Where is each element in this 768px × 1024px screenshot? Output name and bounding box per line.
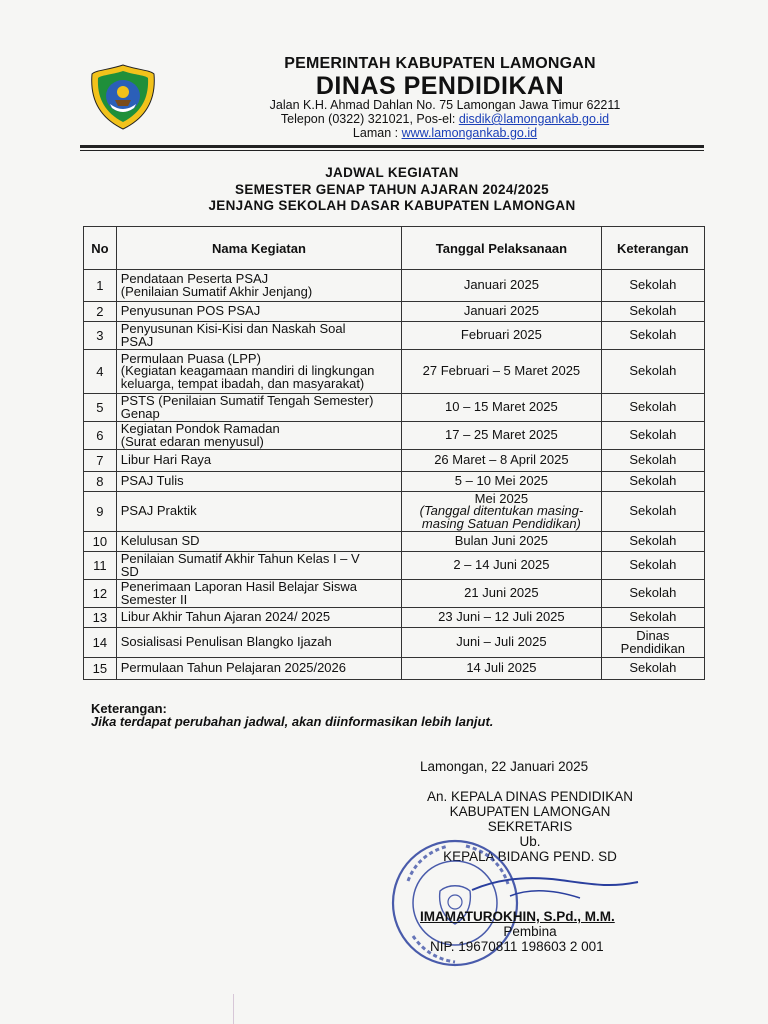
header-activity: Nama Kegiatan — [116, 227, 401, 270]
web-label: Laman : — [352, 126, 402, 140]
cell-no: 8 — [84, 472, 117, 492]
cell-activity-line: Libur Akhir Tahun Ajaran 2024/ 2025 — [120, 609, 331, 625]
table-row — [84, 658, 705, 680]
cell-no: 15 — [84, 658, 117, 680]
cell-activity-line: PSAJ Praktik — [120, 503, 197, 519]
cell-activity — [116, 552, 401, 580]
email-link[interactable]: disdik@lamongankab.go.id — [458, 112, 610, 126]
cell-remarks — [601, 658, 704, 680]
table-row — [84, 608, 705, 628]
cell-remarks-line: Sekolah — [629, 303, 677, 319]
signatory-nip: NIP. 19670811 198603 2 001 — [430, 939, 604, 954]
table-row — [84, 270, 705, 302]
cell-no: 2 — [84, 302, 117, 322]
table-row — [84, 552, 705, 580]
doc-title-line2: SEMESTER GENAP TAHUN AJARAN 2024/2025 — [235, 182, 549, 197]
letterhead-divider-thick — [80, 145, 704, 148]
cell-date-line: 14 Juli 2025 — [466, 660, 537, 676]
header-date: Tanggal Pelaksanaan — [402, 227, 601, 270]
cell-activity — [116, 532, 401, 552]
phone-text: Telepon (0322) 321021, Pos-el: — [280, 112, 459, 126]
table-row — [84, 350, 705, 394]
cell-remarks — [601, 492, 704, 532]
cell-activity — [116, 628, 401, 658]
cell-remarks-line: Pendidikan — [620, 640, 685, 656]
cell-activity-line: PSAJ — [120, 333, 154, 349]
cell-date — [402, 322, 601, 350]
cell-activity-line: Penyusunan POS PSAJ — [120, 303, 261, 319]
cell-date-line: 27 Februari – 5 Maret 2025 — [422, 363, 581, 379]
cell-activity — [116, 422, 401, 450]
cell-date — [402, 472, 601, 492]
table-row — [84, 394, 705, 422]
cell-no: 6 — [84, 422, 117, 450]
cell-date — [402, 394, 601, 422]
cell-activity-line: PSAJ Tulis — [120, 473, 184, 489]
scan-margin-mark — [233, 994, 234, 1024]
cell-activity-line: Sosialisasi Penulisan Blangko Ijazah — [120, 634, 332, 650]
letterhead-divider-thin — [80, 150, 704, 151]
table-row — [84, 628, 705, 658]
header-remarks: Keterangan — [601, 227, 704, 270]
schedule-table — [83, 226, 705, 680]
cell-date — [402, 580, 601, 608]
cell-remarks — [601, 394, 704, 422]
cell-activity — [116, 608, 401, 628]
cell-activity — [116, 658, 401, 680]
kabupaten-lamongan-emblem-icon — [88, 62, 158, 132]
cell-activity — [116, 270, 401, 302]
signature-place-date: Lamongan, 22 Januari 2025 — [420, 759, 589, 774]
cell-date-line: 17 – 25 Maret 2025 — [445, 427, 558, 443]
cell-no: 14 — [84, 628, 117, 658]
cell-remarks — [601, 270, 704, 302]
letterhead-department: DINAS PENDIDIKAN — [315, 72, 565, 100]
cell-remarks — [601, 532, 704, 552]
cell-date — [402, 532, 601, 552]
schedule-table-body — [84, 270, 705, 680]
cell-no: 10 — [84, 532, 117, 552]
cell-date-line: 5 – 10 Mei 2025 — [454, 473, 549, 489]
cell-activity-line: Semester II — [120, 591, 188, 607]
cell-remarks-line: Sekolah — [629, 363, 677, 379]
cell-remarks — [601, 552, 704, 580]
cell-date — [402, 450, 601, 472]
cell-activity — [116, 302, 401, 322]
cell-remarks-line: Sekolah — [629, 585, 677, 601]
letterhead-address: Jalan K.H. Ahmad Dahlan No. 75 Lamongan Jawa Timur 62211 — [269, 98, 621, 112]
letterhead-phone-line — [205, 112, 685, 126]
table-row — [84, 492, 705, 532]
note-text: Jika terdapat perubahan jadwal, akan diinformasikan lebih lanjut. — [91, 714, 494, 729]
cell-remarks — [601, 628, 704, 658]
cell-activity-line: Permulaan Tahun Pelajaran 2025/2026 — [120, 660, 346, 676]
cell-activity-line: Penilaian Sumatif Akhir Tahun Kelas I – V — [120, 551, 360, 566]
cell-remarks-line: Sekolah — [629, 327, 677, 343]
table-row — [84, 302, 705, 322]
cell-remarks — [601, 322, 704, 350]
cell-activity — [116, 394, 401, 422]
signature-line5: KEPALA BIDANG PEND. SD — [443, 849, 617, 864]
table-row — [84, 532, 705, 552]
cell-date-line: 26 Maret – 8 April 2025 — [434, 452, 569, 468]
cell-activity — [116, 350, 401, 394]
cell-remarks-line: Sekolah — [629, 399, 677, 415]
signatory-rank: Pembina — [503, 924, 557, 939]
cell-no: 11 — [84, 552, 117, 580]
signature-line1: An. KEPALA DINAS PENDIDIKAN — [426, 789, 634, 804]
cell-remarks — [601, 580, 704, 608]
cell-remarks — [601, 472, 704, 492]
cell-remarks — [601, 450, 704, 472]
header-no: No — [84, 227, 117, 270]
cell-remarks-line: Sekolah — [629, 427, 677, 443]
cell-no: 1 — [84, 270, 117, 302]
cell-remarks-line: Sekolah — [629, 609, 677, 625]
cell-no: 13 — [84, 608, 117, 628]
cell-activity-line: SD — [120, 563, 139, 579]
cell-remarks-line: Sekolah — [629, 277, 677, 293]
cell-remarks-line: Sekolah — [629, 533, 677, 549]
cell-activity — [116, 322, 401, 350]
signature-line2: KABUPATEN LAMONGAN — [449, 804, 611, 819]
letterhead-government: PEMERINTAH KABUPATEN LAMONGAN — [284, 55, 596, 72]
cell-date-line: masing Satuan Pendidikan) — [421, 515, 581, 531]
cell-no: 9 — [84, 492, 117, 532]
cell-date — [402, 302, 601, 322]
cell-activity — [116, 450, 401, 472]
cell-remarks-line: Sekolah — [629, 557, 677, 573]
cell-date — [402, 270, 601, 302]
cell-date — [402, 658, 601, 680]
cell-date — [402, 628, 601, 658]
cell-activity-line: Kegiatan Pondok Ramadan — [120, 421, 280, 436]
table-row — [84, 422, 705, 450]
cell-remarks — [601, 302, 704, 322]
cell-remarks-line: Dinas — [636, 628, 670, 643]
cell-activity — [116, 472, 401, 492]
cell-no: 4 — [84, 350, 117, 394]
cell-activity-line: (Penilaian Sumatif Akhir Jenjang) — [120, 283, 313, 299]
cell-no: 3 — [84, 322, 117, 350]
cell-activity-line: Pendataan Peserta PSAJ — [120, 271, 269, 286]
cell-activity-line: PSTS (Penilaian Sumatif Tengah Semester) — [120, 393, 374, 408]
cell-date — [402, 608, 601, 628]
cell-activity-line: Penyusunan Kisi-Kisi dan Naskah Soal — [120, 321, 346, 336]
cell-activity-line: (Kegiatan keagamaan mandiri di lingkungan — [120, 363, 375, 379]
cell-remarks-line: Sekolah — [629, 503, 677, 519]
signatory-name: IMAMATUROKHIN, S.Pd., M.M. — [420, 909, 615, 924]
cell-activity — [116, 580, 401, 608]
cell-activity-line: Kelulusan SD — [120, 533, 200, 549]
cell-date — [402, 350, 601, 394]
doc-title-line3: JENJANG SEKOLAH DASAR KABUPATEN LAMONGAN — [208, 198, 576, 213]
cell-date-line: Juni – Juli 2025 — [456, 634, 547, 650]
cell-remarks-line: Sekolah — [629, 452, 677, 468]
signature-line4: Ub. — [519, 834, 541, 849]
table-row — [84, 322, 705, 350]
cell-date — [402, 552, 601, 580]
cell-remarks-line: Sekolah — [629, 660, 677, 676]
cell-remarks — [601, 608, 704, 628]
cell-remarks-line: Sekolah — [629, 473, 677, 489]
note-heading: Keterangan: — [91, 701, 167, 716]
table-row — [84, 450, 705, 472]
cell-no: 7 — [84, 450, 117, 472]
cell-date-line: 10 – 15 Maret 2025 — [445, 399, 558, 415]
table-row — [84, 580, 705, 608]
cell-activity-line: Libur Hari Raya — [120, 452, 212, 468]
cell-activity-line: Genap — [120, 405, 160, 421]
cell-date-line: Mei 2025 — [474, 490, 529, 506]
cell-activity-line: Penerimaan Laporan Hasil Belajar Siswa — [120, 579, 358, 594]
cell-date-line: 2 – 14 Juni 2025 — [453, 557, 550, 573]
cell-date — [402, 422, 601, 450]
cell-remarks — [601, 350, 704, 394]
letterhead-web-line — [205, 126, 685, 140]
cell-activity-line: Permulaan Puasa (LPP) — [120, 350, 261, 366]
cell-date-line: (Tanggal ditentukan masing- — [419, 503, 584, 519]
cell-date — [402, 492, 601, 532]
cell-activity-line: (Surat edaran menyusul) — [120, 433, 264, 449]
cell-no: 5 — [84, 394, 117, 422]
cell-date-line: 23 Juni – 12 Juli 2025 — [438, 609, 565, 625]
table-header-row — [84, 227, 705, 270]
website-link[interactable]: www.lamongankab.go.id — [401, 126, 538, 140]
cell-date-line: Februari 2025 — [460, 327, 542, 343]
cell-date-line: Bulan Juni 2025 — [454, 533, 549, 549]
cell-date-line: Januari 2025 — [463, 277, 539, 293]
signature-line3: SEKRETARIS — [487, 819, 573, 834]
cell-activity — [116, 492, 401, 532]
handwritten-signature-icon — [470, 868, 640, 908]
cell-date-line: 21 Juni 2025 — [464, 585, 539, 601]
cell-date-line: Januari 2025 — [463, 303, 539, 319]
cell-activity-line: keluarga, tempat ibadah, dan masyarakat) — [120, 375, 365, 391]
letterhead-contact — [205, 98, 685, 140]
table-row — [84, 472, 705, 492]
cell-remarks — [601, 422, 704, 450]
cell-no: 12 — [84, 580, 117, 608]
doc-title-line1: JADWAL KEGIATAN — [325, 165, 459, 180]
